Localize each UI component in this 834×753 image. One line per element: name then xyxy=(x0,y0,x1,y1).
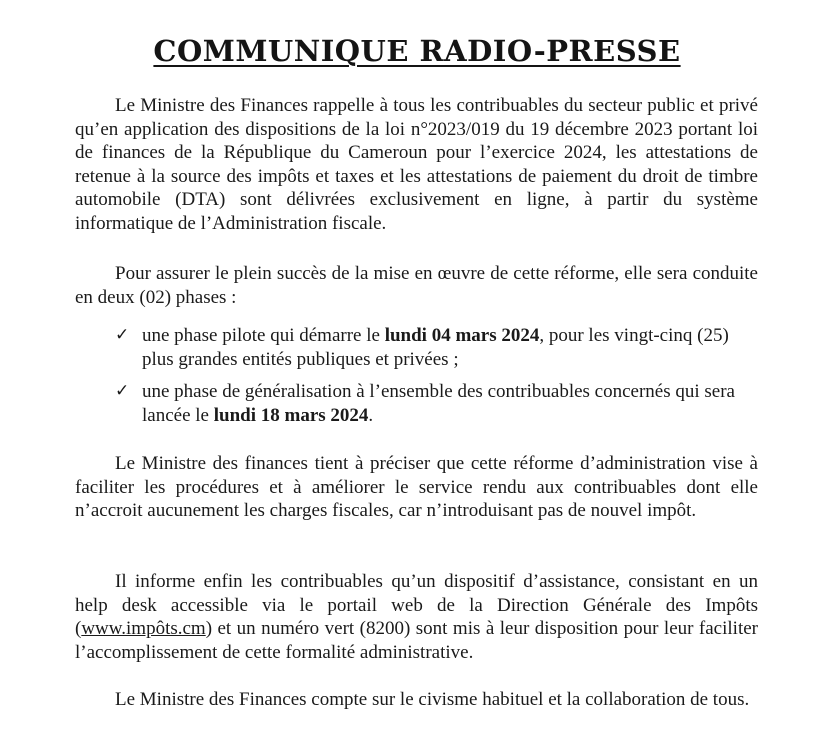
bullet-text: une phase pilote qui démarre le xyxy=(142,325,385,346)
paragraph-reform-purpose: Le Ministre des finances tient à préciser que cette réforme d’administration vise à faciliter les procédures et à améliorer le service rendu aux contribuables dont elle n’accroit aucunement les charges fiscales, car n’introduisant pas de nouvel impôt. xyxy=(75,453,758,521)
paragraph-intro: Le Ministre des Finances rappelle à tous les contribuables du secteur public et privé qu’en application des dispositions de la loi n°2023/019 du 19 décembre 2023 portant loi de finances de la République du Cameroun pour l’exercice 2024, les attestations de retenue à la source des impôts et taxes et les attestations de paiement du droit de timbre automobile (DTA) sont délivrées exclusivement en ligne, à partir du système informatique de l’Administration fiscale. xyxy=(75,95,758,234)
bullet-text: , pour les vingt-cinq (25) plus grandes entités publiques et privées ; xyxy=(142,325,729,370)
paragraph-assistance xyxy=(75,570,758,664)
bullet-date: lundi 18 mars 2024 xyxy=(213,404,369,426)
assistance-text: Il informe enfin les contribuables qu’un dispositif d’assistance, consistant en un help desk accessible via le portail web de la Direction Générale des Impôts ( xyxy=(75,571,758,639)
bullet-date: lundi 04 mars 2024 xyxy=(384,325,540,346)
phase-list-1 xyxy=(113,324,758,371)
bullet-text: une phase de généralisation à l’ensemble des contribuables concernés qui sera lancée le xyxy=(142,381,735,426)
checkmark-icon: ✓ xyxy=(115,325,130,345)
checkmark-icon: ✓ xyxy=(115,381,130,401)
list-item-general-phase xyxy=(113,380,758,427)
paragraph-closing: Le Ministre des Finances compte sur le civisme habituel et la collaboration de tous. xyxy=(115,689,750,710)
list-item-pilot-phase xyxy=(113,324,758,371)
bullet-text: . xyxy=(368,404,374,426)
paragraph-phases: Pour assurer le plein succès de la mise en œuvre de cette réforme, elle sera conduite en deux (02) phases : xyxy=(75,263,758,308)
assistance-text: ) et un numéro vert (8200) sont mis à leur disposition pour leur faciliter l’accomplissement de cette formalité administrative. xyxy=(75,618,758,663)
website-link[interactable]: www.impôts.cm xyxy=(81,618,206,639)
phase-list-2 xyxy=(113,380,758,427)
page-title: COMMUNIQUE RADIO-PRESSE xyxy=(153,34,681,68)
